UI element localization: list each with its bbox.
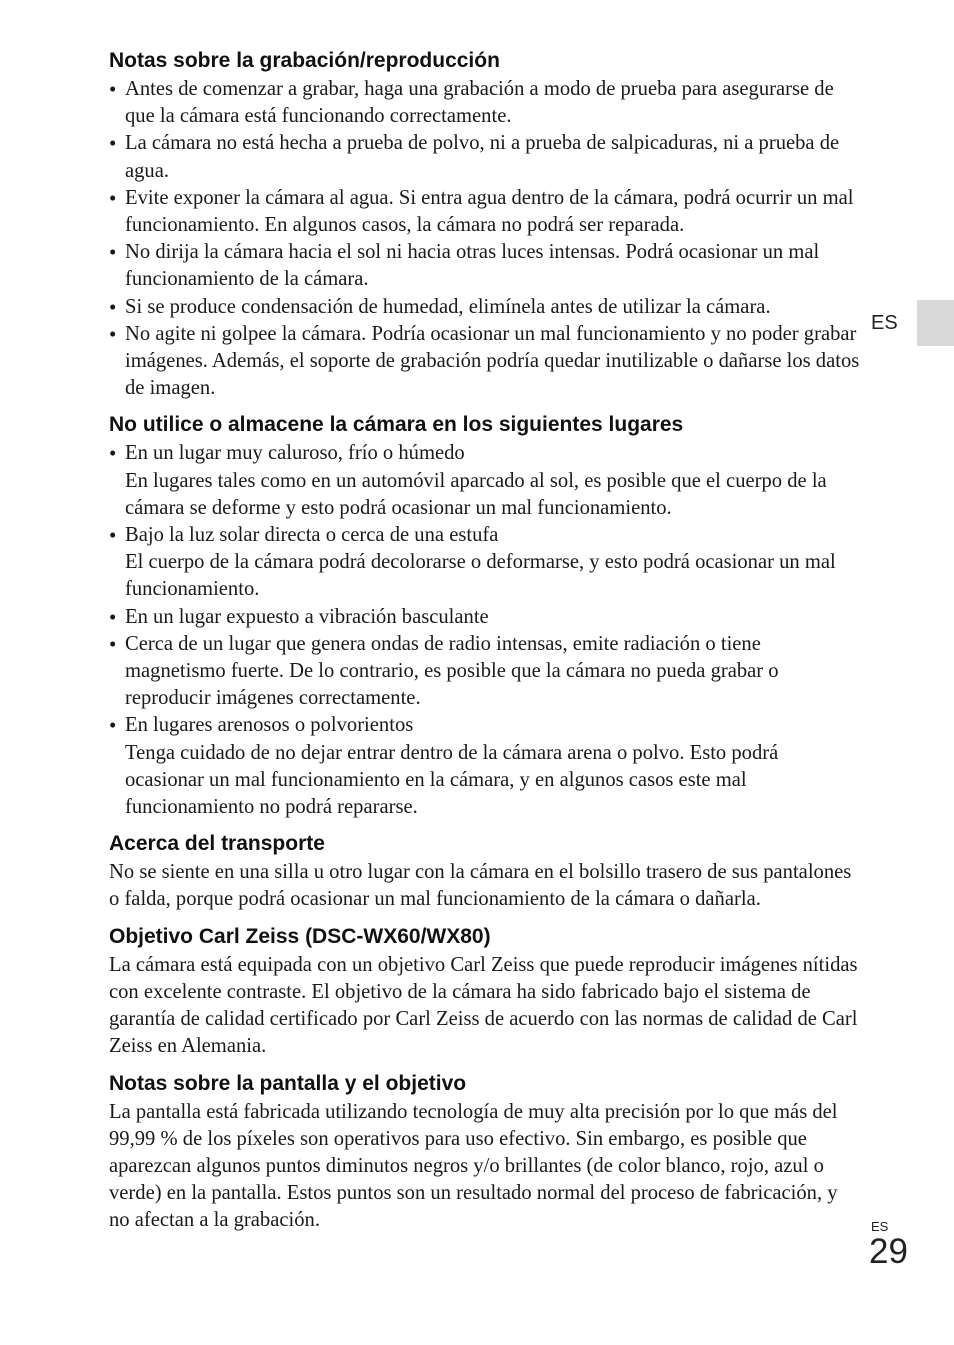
list-item-text: • En un lugar muy caluroso, frío o húmedo bbox=[125, 442, 465, 465]
list-item-text: • La cámara no está hecha a prueba de polvo, ni a prueba de salpicaduras, ni a prueba de agua. bbox=[125, 132, 840, 182]
list-item bbox=[109, 631, 861, 713]
list-item bbox=[109, 321, 861, 403]
list-item-text: • Cerca de un lugar que genera ondas de radio intensas, emite radiación o tiene magnetismo fuerte. De lo contrario, es posible que la cámara no pueda grabar o reproducir imágenes correctamente. bbox=[125, 632, 779, 710]
list-item bbox=[109, 522, 861, 604]
section-paragraph: La cámara está equipada con un objetivo Carl Zeiss que puede reproducir imágenes nítidas con excelente contraste. El objetivo de la cámara ha sido fabricado bajo el sistema de garantía de calidad certificado por Carl Zeiss de acuerdo con las normas de calidad de Carl Zeiss en Alemania. bbox=[109, 953, 858, 1058]
list-item bbox=[109, 76, 861, 130]
list-item bbox=[109, 712, 861, 821]
list-item bbox=[109, 294, 861, 321]
section bbox=[109, 1069, 861, 1235]
list-item-text: • En lugares arenosos o polvorientos bbox=[125, 714, 414, 737]
list-item bbox=[109, 130, 861, 184]
list-item bbox=[109, 239, 861, 293]
section-heading: Notas sobre la pantalla y el objetivo bbox=[109, 1071, 467, 1095]
language-tab bbox=[917, 300, 954, 346]
section-heading: No utilice o almacene la cámara en los siguientes lugares bbox=[109, 413, 684, 437]
section-heading: Notas sobre la grabación/reproducción bbox=[109, 49, 500, 72]
section-paragraph: No se siente en una silla u otro lugar con la cámara en el bolsillo trasero de sus pantalones o falda, porque podrá ocasionar un mal funcionamiento de la cámara o dañarla. bbox=[109, 861, 852, 911]
list-item-text: • En un lugar expuesto a vibración basculante bbox=[125, 605, 489, 628]
footer-language: ES bbox=[871, 1219, 889, 1234]
section-heading: Acerca del transporte bbox=[109, 832, 325, 856]
section bbox=[109, 410, 861, 821]
section-heading: Objetivo Carl Zeiss (DSC-WX60/WX80) bbox=[109, 924, 491, 948]
list-item-detail: El cuerpo de la cámara podrá decolorarse o deformarse, y esto podrá ocasionar un mal funcionamiento. bbox=[125, 551, 836, 601]
list-item-text: • Bajo la luz solar directa o cerca de una estufa bbox=[125, 524, 499, 547]
list-item-text: • Antes de comenzar a grabar, haga una grabación a modo de prueba para asegurarse de que la cámara está funcionando correctamente. bbox=[125, 78, 834, 128]
list-item-text: • Evite exponer la cámara al agua. Si entra agua dentro de la cámara, podrá ocurrir un mal funcionamiento. En algunos casos, la cámara no podrá ser reparada. bbox=[125, 186, 854, 237]
page-number: 29 bbox=[869, 1232, 908, 1271]
section bbox=[109, 829, 861, 913]
list-item-detail: Tenga cuidado de no dejar entrar dentro de la cámara arena o polvo. Esto podrá ocasionar un mal funcionamiento en la cámara, y en algunos casos este mal funcionamiento no podrá repararse. bbox=[125, 741, 779, 819]
list-item-text: • Si se produce condensación de humedad, elimínela antes de utilizar la cámara. bbox=[125, 295, 771, 318]
page-content bbox=[109, 46, 861, 1243]
bullet-list bbox=[109, 76, 861, 402]
section-paragraph: La pantalla está fabricada utilizando tecnología de muy alta precisión por lo que más del 99,99 % de los píxeles son operativos para uso efectivo. Sin embargo, es posible que aparezcan algunos puntos diminutos negros y/o brillantes (de color blanco, rojo, azul o verde) en la pantalla. Estos puntos son un resultado normal del proceso de fabricación, y no afectan a la grabación. bbox=[109, 1100, 838, 1232]
list-item-detail: En lugares tales como en un automóvil aparcado al sol, es posible que el cuerpo de la cámara se deforme y esto podrá ocasionar un mal funcionamiento. bbox=[125, 469, 827, 519]
list-item-text: • No agite ni golpee la cámara. Podría ocasionar un mal funcionamiento y no poder grabar imágenes. Además, el soporte de grabación podría quedar inutilizable o dañarse los datos de imagen. bbox=[125, 322, 860, 400]
list-item bbox=[109, 604, 861, 631]
list-item-text: • No dirija la cámara hacia el sol ni hacia otras luces intensas. Podrá ocasionar un mal funcionamiento de la cámara. bbox=[125, 241, 820, 291]
list-item bbox=[109, 440, 861, 522]
language-tab-label: ES bbox=[871, 312, 898, 334]
section bbox=[109, 46, 861, 402]
section bbox=[109, 922, 861, 1061]
bullet-list bbox=[109, 440, 861, 821]
list-item bbox=[109, 185, 861, 239]
